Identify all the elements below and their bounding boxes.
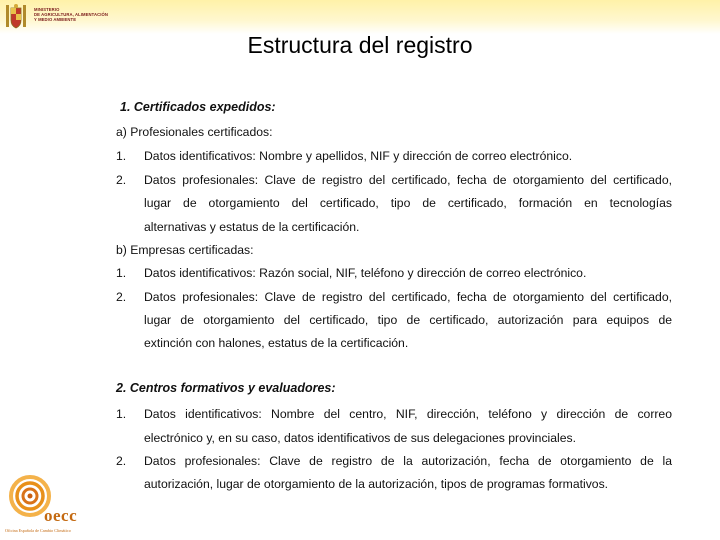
item-line: Datos identificativos: Razón social, NIF, teléfono y dirección de correo electrónico. — [144, 266, 587, 280]
item-line: Datos profesionales: Clave de registro de la autorización, fecha de otorgamiento de la — [144, 454, 672, 468]
ministry-line-1: MINISTERIO — [34, 7, 60, 12]
item-line: autorización, lugar de otorgamiento de la autorización, tipos de programas formativos. — [144, 477, 609, 491]
item-line: electrónico y, en su caso, datos identificativos de sus delegaciones provinciales. — [144, 431, 576, 445]
item-number: 2. — [116, 290, 127, 304]
subsection-a-label: a) Profesionales certificados: — [116, 125, 273, 139]
section-1-heading: 1. Certificados expedidos: — [120, 100, 276, 114]
item-line: Datos identificativos: Nombre del centro, NIF, dirección, teléfono y dirección de correo — [144, 407, 672, 421]
section-2-heading: 2. Centros formativos y evaluadores: — [116, 381, 336, 395]
ministry-line-3: Y MEDIO AMBIENTE — [34, 17, 77, 22]
subsection-b-label: b) Empresas certificadas: — [116, 243, 254, 257]
oecc-tagline: Oficina Española de Cambio Climático — [5, 528, 71, 533]
item-number: 1. — [116, 407, 127, 421]
item-line: Datos profesionales: Clave de registro del certificado, fecha de otorgamiento del certificado, — [144, 290, 672, 304]
coat-of-arms-icon — [4, 3, 28, 31]
item-number: 2. — [116, 454, 127, 468]
ministry-name — [34, 7, 108, 22]
ministry-line-2: DE AGRICULTURA, ALIMENTACIÓN — [34, 12, 108, 17]
item-line: Datos profesionales: Clave de registro del certificado, fecha de otorgamiento del certificado, — [144, 173, 672, 187]
oecc-wordmark: oecc — [44, 506, 78, 525]
item-line: lugar de otorgamiento del certificado, tipo de certificado, formación en tecnologías — [144, 196, 672, 210]
item-number: 1. — [116, 149, 127, 163]
item-line: alternativas y estatus de la certificación. — [144, 220, 360, 234]
item-line: Datos identificativos: Nombre y apellidos, NIF y dirección de correo electrónico. — [144, 149, 573, 163]
page-title: Estructura del registro — [247, 32, 473, 58]
item-number: 2. — [116, 173, 127, 187]
item-line: lugar de otorgamiento del certificado, tipo de certificado, autorización para equipos de — [144, 313, 672, 327]
item-line: extinción con halones, estatus de la certificación. — [144, 336, 409, 350]
ministry-logo — [4, 3, 114, 31]
item-number: 1. — [116, 266, 127, 280]
